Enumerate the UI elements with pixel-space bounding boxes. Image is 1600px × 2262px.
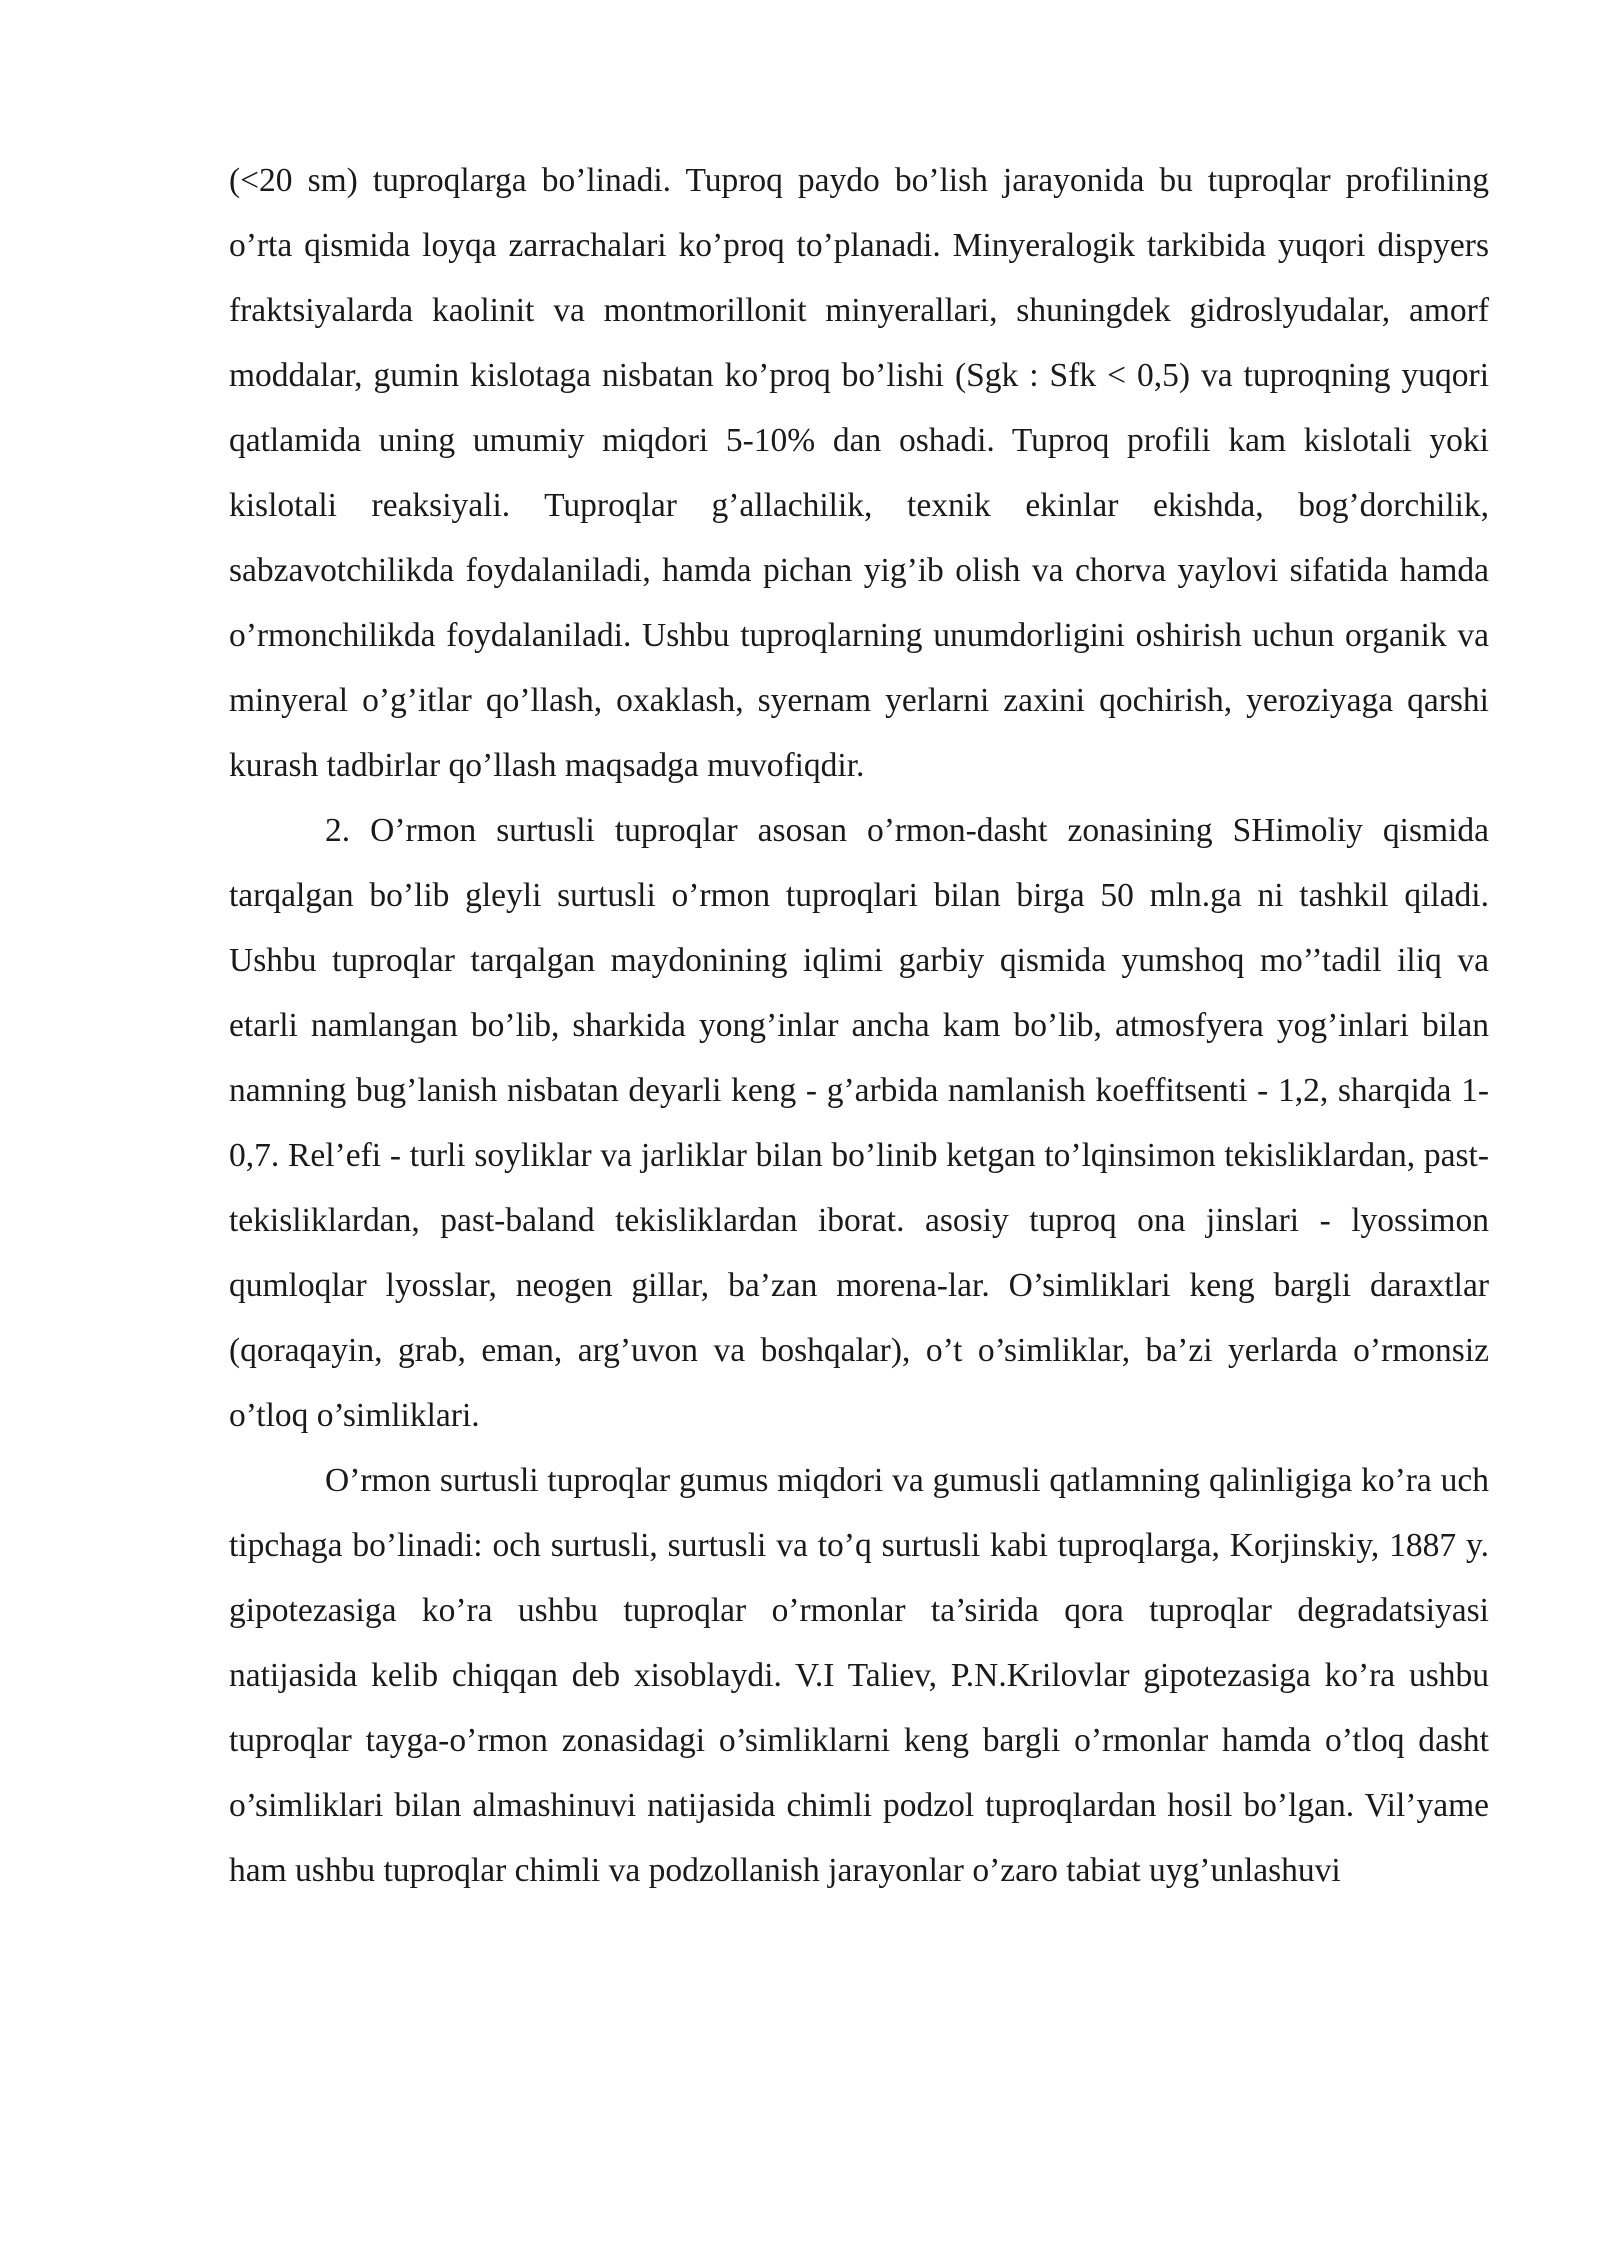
- paragraph-1: (<20 sm) tuproqlarga bo’linadi. Tuproq paydo bo’lish jarayonida bu tuproqlar profilining o’rta qismida loyqa zarrachalari ko’proq to’planadi. Minyeralogik tarkibida yuqori dispyers fraktsiyalarda kaolinit va montmorillonit minyerallari, shuningdek gidroslyudalar, amorf moddalar, gumin kislotaga nisbatan ko’proq bo’lishi (Sgk : Sfk < 0,5) va tuproqning yuqori qatlamida uning umumiy miqdori 5-10% dan oshadi. Tuproq profili kam kislotali yoki kislotali reaksiyali. Tuproqlar g’allachilik, texnik ekinlar ekishda, bog’dorchilik, sabzavotchilikda foydalaniladi, hamda pichan yig’ib olish va chorva yaylovi sifatida hamda o’rmonchilikda foydalaniladi. Ushbu tuproqlarning unumdorligini oshirish uchun organik va minyeral o’g’itlar qo’llash, oxaklash, syernam yerlarni zaxini qochirish, yeroziyaga qarshi kurash tadbirlar qo’llash maqsadga muvofiqdir.: [229, 162, 1489, 784]
- paragraph-3: O’rmon surtusli tuproqlar gumus miqdori va gumusli qatlamning qalinligiga ko’ra uch tipchaga bo’linadi: och surtusli, surtusli va to’q surtusli kabi tuproqlarga, Korjinskiy, 1887 y. gipotezasiga ko’ra ushbu tuproqlar o’rmonlar ta’sirida qora tuproqlar degradatsiyasi natijasida kelib chiqqan deb xisoblaydi. V.I Taliev, P.N.Krilovlar gipotezasiga ko’ra ushbu tuproqlar tayga-o’rmon zonasidagi o’simliklarni keng bargli o’rmonlar hamda o’tloq dasht o’simliklari bilan almashinuvi natijasida chimli podzol tuproqlardan hosil bo’lgan. Vil’yame ham ushbu tuproqlar chimli va podzollanish jarayonlar o’zaro tabiat uyg’unlashuvi: [229, 1462, 1489, 1889]
- paragraph-2: 2. O’rmon surtusli tuproqlar asosan o’rmon-dasht zonasining SHimoliy qismida tarqalgan bo’lib gleyli surtusli o’rmon tuproqlari bilan birga 50 mln.ga ni tashkil qiladi. Ushbu tuproqlar tarqalgan maydonining iqlimi garbiy qismida yumshoq mo’’tadil iliq va etarli namlangan bo’lib, sharkida yong’inlar ancha kam bo’lib, atmosfyera yog’inlari bilan namning bug’lanish nisbatan deyarli keng - g’arbida namlanish koeffitsenti - 1,2, sharqida 1-0,7. Rel’efi - turli soyliklar va jarliklar bilan bo’linib ketgan to’lqinsimon tekisliklardan, past-tekisliklardan, past-baland tekisliklardan iborat. asosiy tuproq ona jinslari - lyossimon qumloqlar lyosslar, neogen gillar, ba’zan morena-lar. O’simliklari keng bargli daraxtlar (qoraqayin, grab, eman, arg’uvon va boshqalar), o’t o’simliklar, ba’zi yerlarda o’rmonsiz o’tloq o’simliklari.: [229, 812, 1489, 1434]
- document-page: [229, 148, 1489, 1903]
